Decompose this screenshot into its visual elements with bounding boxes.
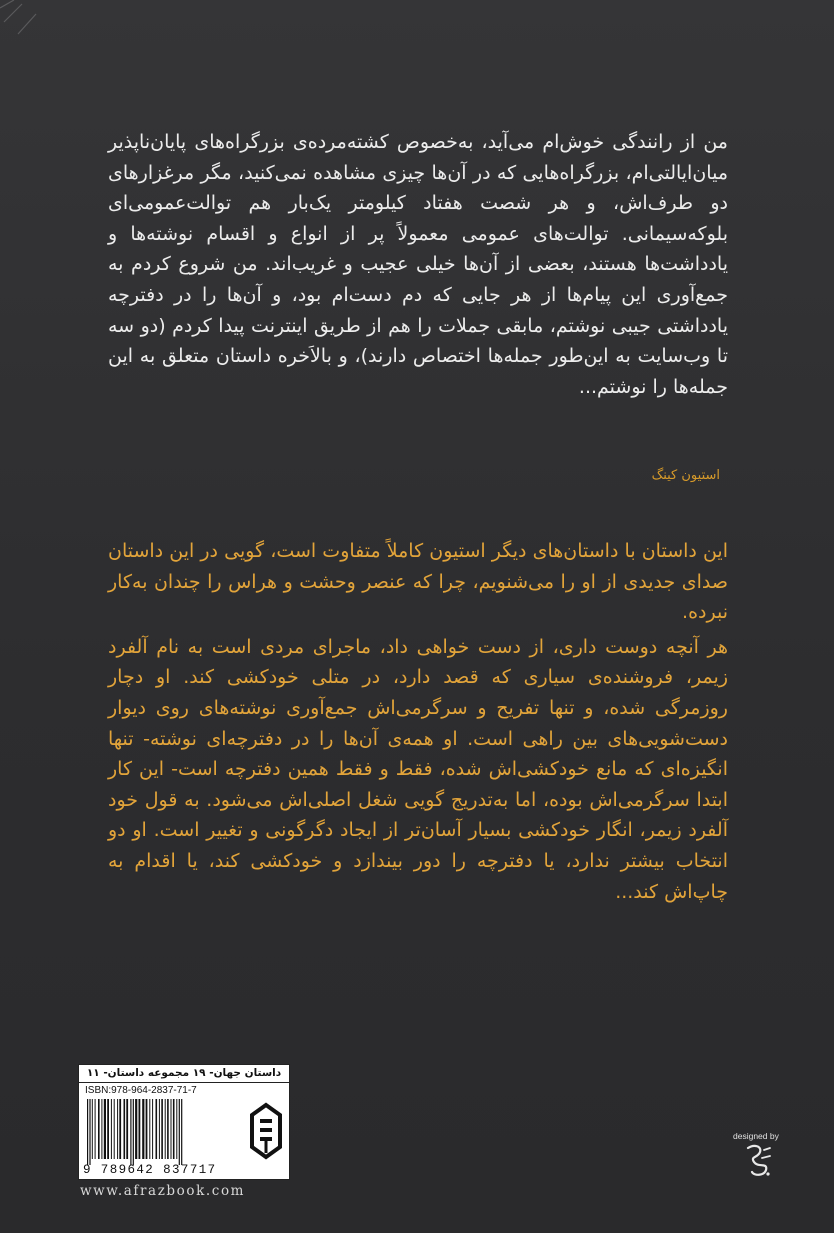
afraz-logo-icon (247, 1101, 285, 1163)
barcode-digits: 9 789642 837717 (83, 1163, 217, 1177)
isbn-label: ISBN:978-964-2837-71-7 (85, 1085, 197, 1096)
designed-by-label: designed by (733, 1131, 779, 1141)
barcode-icon (85, 1099, 245, 1165)
series-label: داستان جهان- ۱۹ مجموعه داستان- ۱۱ (79, 1065, 289, 1083)
barcode-panel (78, 1064, 290, 1180)
synopsis-paragraph-2: هر آنچه دوست داری، از دست خواهی داد، ماجرای مردی است به نام آلفرد زیمر، فروشنده‌ی سیاری که قصد دارد، در متلی خودکشی کند. او دچار روزمرگی شده، و تنها تفریح و سرگرمی‌اش جمع‌آوری نوشته‌های روی دیوار دست‌شویی‌های بین راهی است. او همه‌ی آن‌ها را در دفترچه‌ای نوشته- تنها انگیزه‌ای که مانع خودکشی‌اش شده، فقط و فقط همین دفترچه است- این کار ابتدا سرگرمی‌اش بوده، اما به‌تدریج گویی شغل اصلی‌اش می‌شود. به قول خود آلفرد زیمر، انگار خودکشی بسیار آسان‌تر از ایجاد دگرگونی و تغییر است. او دو انتخاب بیشتر ندارد، یا دفترچه را دور بیندازد و خودکشی کند، یا اقدام به چاپ‌اش کند... (108, 635, 728, 903)
synopsis-paragraph-1: این داستان با داستان‌های دیگر استیون کاملاً متفاوت است، گویی در این داستان صدای جدیدی از او را می‌شنویم، چرا که عنصر وحشت و هراس را چندان به‌کار نبرده. (108, 540, 728, 624)
book-synopsis (108, 536, 728, 907)
publisher-website: www.afrazbook.com (80, 1183, 246, 1199)
designer-signature-icon (744, 1142, 774, 1180)
author-quote (108, 127, 728, 402)
quote-author: استیون کینگ (651, 468, 720, 483)
quote-text: من از رانندگی خوش‌ام می‌آید، به‌خصوص کشته‌مرده‌ی بزرگراه‌های پایان‌ناپذیر میان‌ایالتی‌ام، بزرگراه‌هایی که در آن‌ها چیزی مشاهده نمی‌کنید، مگر مرغزارهای دو طرف‌اش، و هر شصت هفتاد کیلومتر یک‌بار هم توالت‌عمومی‌ای بلوکه‌سیمانی. توالت‌های عمومی معمولاً پر از انواع و اقسام نوشته‌ها و یادداشت‌ها هستند، بعضی از آن‌ها خیلی عجیب و غریب‌اند. من شروع کردم به جمع‌آوری این پیام‌ها از هر جایی که دم دست‌ام بود، و آن‌ها را در دفترچه یادداشتی جیبی نوشتم، مابقی جملات را هم از طریق اینترنت پیدا کردم (دو سه تا وب‌سایت به این‌طور جمله‌ها اختصاص دارند)، و بالاَخره داستان متعلق به این جمله‌ها را نوشتم... (108, 131, 728, 398)
corner-ornament-icon (0, 0, 60, 60)
